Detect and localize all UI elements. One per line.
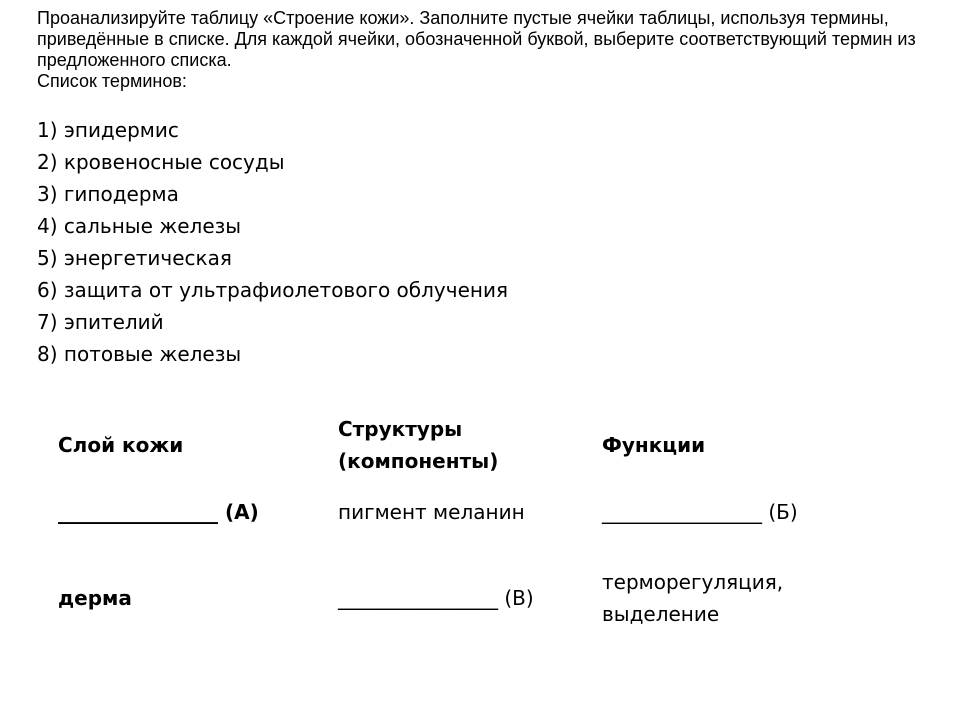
header-functions: Функции — [602, 433, 706, 457]
terms-list-caption: Список терминов: — [37, 71, 187, 91]
header-layer: Слой кожи — [58, 433, 184, 457]
cell-layer-a-blank: ________________ (А) — [58, 500, 259, 524]
skin-structure-table — [58, 410, 918, 652]
table-header-row — [58, 410, 918, 480]
term-item: 2) кровеносные сосуды — [37, 150, 285, 174]
term-item: 3) гиподерма — [37, 182, 179, 206]
term-item: 6) защита от ультрафиолетового облучения — [37, 278, 508, 302]
table-row — [58, 544, 918, 652]
cell-structures-v-blank: ________________ (В) — [338, 586, 534, 610]
term-item: 8) потовые железы — [37, 342, 242, 366]
task-text: Проанализируйте таблицу «Строение кожи». Заполните пустые ячейки таблицы, используя термины, приведённые в списке. Для каждой ячейки, обозначенной буквой, выберите соответствующий термин из предложенного списка. — [37, 8, 916, 70]
cell-structures-melanin: пигмент меланин — [338, 500, 525, 524]
terms-list — [37, 114, 508, 370]
term-item: 5) энергетическая — [37, 246, 232, 270]
header-structures: Структуры (компоненты) — [338, 417, 499, 473]
cell-functions-b-blank: ________________ (Б) — [602, 500, 798, 524]
table-row — [58, 480, 918, 544]
term-item: 1) эпидермис — [37, 118, 179, 142]
cell-layer-dermis: дерма — [58, 586, 132, 610]
term-item: 4) сальные железы — [37, 214, 242, 238]
cell-functions-thermoregulation: терморегуляция, выделение — [602, 570, 784, 626]
task-instructions — [37, 8, 937, 92]
term-item: 7) эпителий — [37, 310, 164, 334]
